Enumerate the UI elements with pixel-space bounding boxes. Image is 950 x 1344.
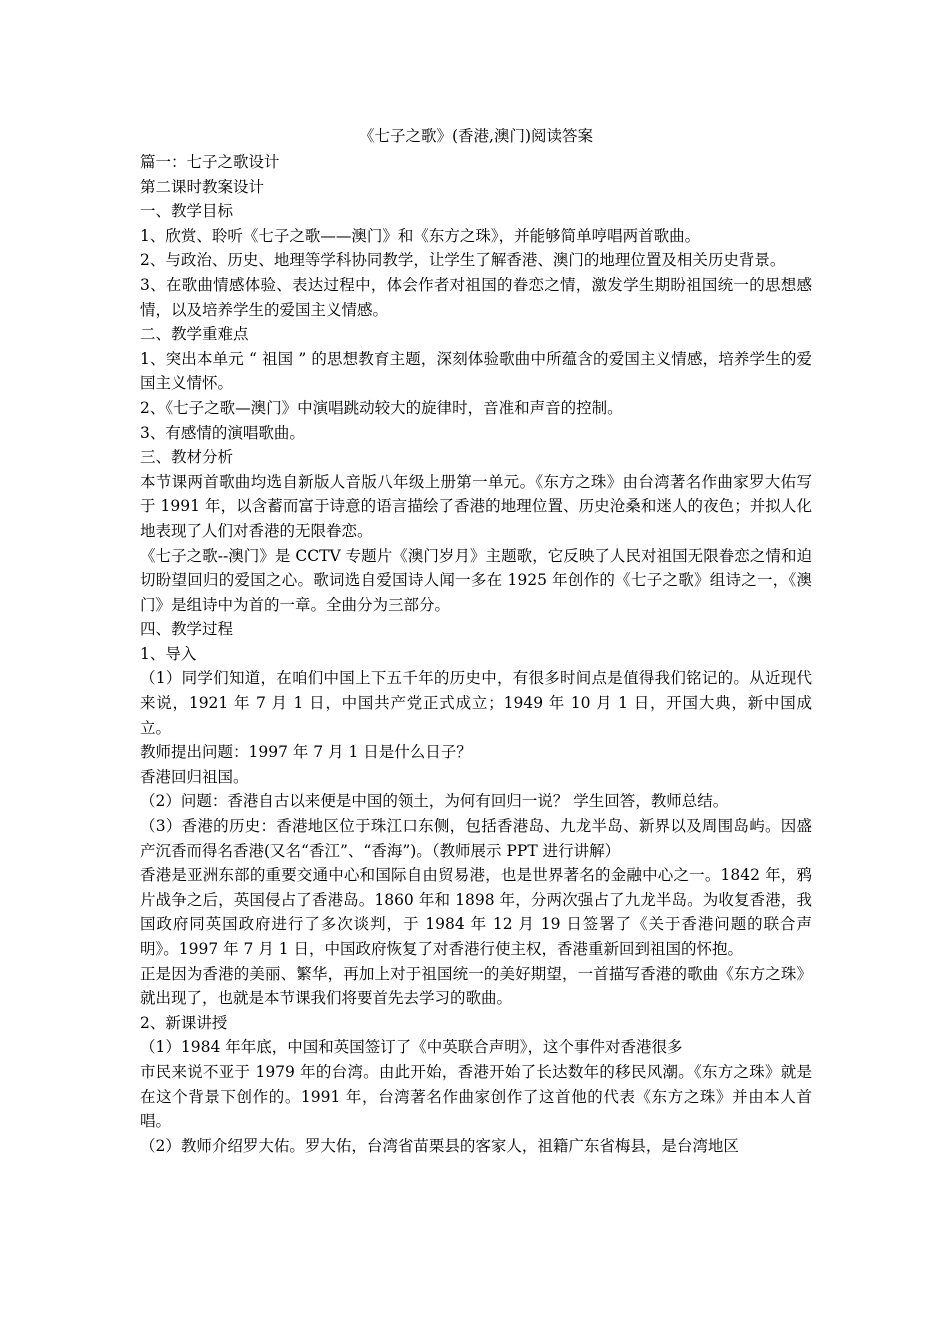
paragraph: 市民来说不亚于 1979 年的台湾。由此开始，香港开始了长达数年的移民风潮。《东方之珠》就是在这个背景下创作的。1991 年，台湾著名作曲家创作了这首他的代表《东方之珠》并由本人首唱。 [140, 1062, 812, 1131]
paragraph: 3、有感情的演唱歌曲。 [140, 423, 305, 442]
paragraph: 正是因为香港的美丽、繁华，再加上对于祖国统一的美好期望，一首描写香港的歌曲《东方之珠》就出现了，也就是本节课我们将要首先去学习的歌曲。 [140, 964, 812, 1008]
paragraph: 1、突出本单元 “ 祖国 ” 的思想教育主题，深刻体验歌曲中所蕴含的爱国主义情感，培养学生的爱国主义情怀。 [140, 349, 812, 393]
paragraph: 香港回归祖国。 [140, 767, 249, 786]
heading-part-one: 篇一：七子之歌设计 [140, 153, 280, 171]
paragraph: （1）同学们知道，在咱们中国上下五千年的历史中，有很多时间点是值得我们铭记的。从近现代来说，1921 年 7 月 1 日，中国共产党正式成立；1949 年 10 月 1 日，开国大典，新中国成立。 [140, 669, 812, 737]
paragraph: 教师提出问题：1997 年 7 月 1 日是什么日子？ [140, 743, 472, 762]
heading-material-analysis: 三、教材分析 [140, 448, 234, 467]
heading-lesson-design: 第二课时教案设计 [140, 177, 265, 196]
paragraph: 《七子之歌--澳门》是 CCTV 专题片《澳门岁月》主题歌，它反映了人民对祖国无限眷恋之情和迫切盼望回归的爱国之心。歌词选自爱国诗人闻一多在 1925 年创作的《七子之歌》组诗之一，《澳门》是组诗中为首的一章。全曲分为三部分。 [140, 546, 812, 614]
paragraph: 2、《七子之歌—澳门》中演唱跳动较大的旋律时，音准和声音的控制。 [140, 398, 623, 417]
paragraph: 2、与政治、历史、地理等学科协同教学，让学生了解香港、澳门的地理位置及相关历史背景。 [140, 251, 786, 270]
heading-introduction: 1、导入 [140, 644, 197, 663]
paragraph: 香港是亚洲东部的重要交通中心和国际自由贸易港，也是世界著名的金融中心之一。1842 年，鸦片战争之后，英国侵占了香港岛。1860 年和 1898 年，分两次强占了九龙半岛。为收复香港，我国政府同英国政府进行了多次谈判，于 1984 年 12 月 19 日签署了《关于香港问题的联合声明》。1997 年 7 月 1 日，中国政府恢复了对香港行使主权，香港重新回到祖国的怀抱。 [140, 866, 812, 958]
heading-teaching-process: 四、教学过程 [140, 620, 234, 639]
paragraph: （2）教师介绍罗大佑。罗大佑，台湾省苗栗县的客家人，祖籍广东省梅县，是台湾地区 [140, 1136, 739, 1155]
paragraph: （1）1984 年年底，中国和英国签订了《中英联合声明》，这个事件对香港很多 [140, 1038, 683, 1057]
paragraph: 1、欣赏、聆听《七子之歌——澳门》和《东方之珠》，并能够简单哼唱两首歌曲。 [140, 226, 701, 245]
heading-key-points: 二、教学重难点 [140, 325, 249, 344]
paragraph: （3）香港的历史：香港地区位于珠江口东侧，包括香港岛、九龙半岛、新界以及周围岛屿。因盛产沉香而得名香港(又名“香江”、“香海”)。（教师展示 PPT 进行讲解） [140, 817, 812, 860]
heading-new-lesson: 2、新课讲授 [140, 1013, 228, 1032]
document-body [140, 124, 812, 1158]
paragraph: 3、在歌曲情感体验、表达过程中，体会作者对祖国的眷恋之情，激发学生期盼祖国统一的思想感情，以及培养学生的爱国主义情感。 [140, 275, 812, 319]
paragraph: （2）问题：香港自古以来便是中国的领土，为何有回归一说？ 学生回答，教师总结。 [140, 792, 729, 811]
paragraph: 本节课两首歌曲均选自新版人音版八年级上册第一单元。《东方之珠》由台湾著名作曲家罗大佑写于 1991 年，以含蓄而富于诗意的语言描绘了香港的地理位置、历史沧桑和迷人的夜色；并拟人化地表现了人们对香港的无限眷恋。 [140, 472, 812, 540]
document-title: 《七子之歌》(香港,澳门)阅读答案 [358, 127, 594, 145]
heading-teaching-goals: 一、教学目标 [140, 202, 234, 221]
